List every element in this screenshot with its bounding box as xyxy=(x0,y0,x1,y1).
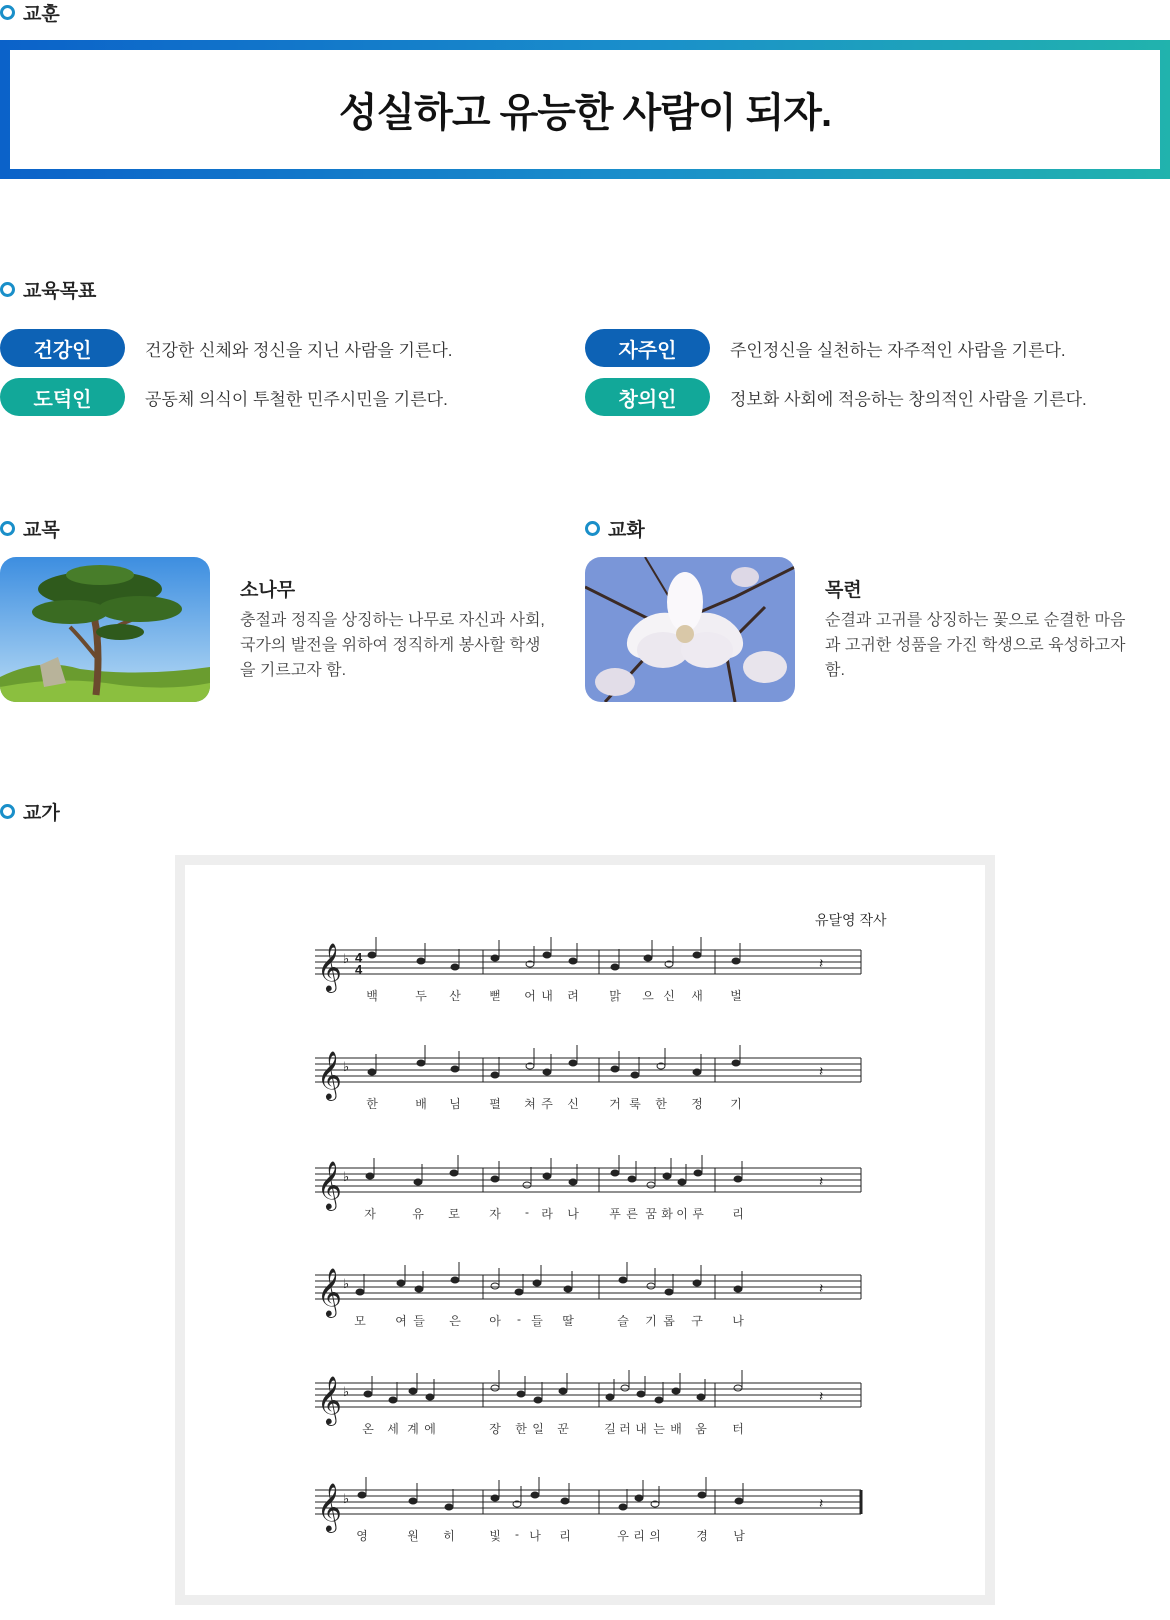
svg-text:♭: ♭ xyxy=(343,1491,350,1506)
lyric-syllable: 리 xyxy=(633,1529,645,1543)
tree-name: 소나무 xyxy=(240,580,296,601)
lyric-syllable: 리 xyxy=(559,1529,571,1543)
lyric-syllable: 장 xyxy=(489,1422,501,1436)
svg-text:♭: ♭ xyxy=(343,951,350,966)
lyric-syllable: 려 xyxy=(567,989,579,1003)
lyric-syllable: 꿈 xyxy=(645,1207,657,1221)
lyric-syllable: 들 xyxy=(531,1314,543,1328)
staff-row xyxy=(185,1260,985,1360)
lyric-syllable: 일 xyxy=(532,1422,544,1436)
staff-lines xyxy=(185,1043,985,1113)
lyric-syllable: 빛 xyxy=(489,1529,501,1543)
lyric-syllable: 뻗 xyxy=(489,989,501,1003)
lyric-syllable: 의 xyxy=(649,1529,661,1543)
lyric-syllable: 러 xyxy=(619,1422,631,1436)
lyric-syllable: 룩 xyxy=(629,1097,641,1111)
svg-text:♭: ♭ xyxy=(343,1059,350,1074)
lyric-syllable: 푸 xyxy=(609,1207,621,1221)
lyric-syllable: 유 xyxy=(412,1207,424,1221)
bullet-icon xyxy=(0,282,15,297)
svg-text:4: 4 xyxy=(355,950,363,965)
lyric-syllable: 한 xyxy=(366,1097,378,1111)
staff-lines xyxy=(185,1368,985,1438)
svg-text:𝄞: 𝄞 xyxy=(317,1267,342,1316)
lyric-syllable: 에 xyxy=(424,1422,436,1436)
goal-desc: 건강한 신체와 정신을 지닌 사람을 기른다. xyxy=(145,340,453,360)
goal-desc: 공동체 의식이 투철한 민주시민을 기른다. xyxy=(145,389,448,409)
svg-text:♭: ♭ xyxy=(343,1169,350,1184)
lyric-syllable: 은 xyxy=(449,1314,461,1328)
lyric-syllable: 원 xyxy=(407,1529,419,1543)
lyric-syllable: 나 xyxy=(732,1314,744,1328)
svg-text:𝄞: 𝄞 xyxy=(317,1482,342,1531)
lyric-syllable: 자 xyxy=(364,1207,376,1221)
lyric-syllable: 로 xyxy=(448,1207,460,1221)
lyric-syllable: 터 xyxy=(732,1422,744,1436)
svg-text:𝄞: 𝄞 xyxy=(317,1050,342,1099)
section-title-tree xyxy=(0,516,60,540)
lyric-syllable: 벌 xyxy=(730,989,742,1003)
flower-desc: 순결과 고귀를 상징하는 꽃으로 순결한 마음과 고귀한 성품을 가진 학생으로 육성하고자 함. xyxy=(825,612,1126,679)
goal-item-independence xyxy=(585,329,1066,367)
section-title-text: 교훈 xyxy=(23,3,60,25)
lyric-syllable: 롭 xyxy=(663,1314,675,1328)
svg-text:𝄽: 𝄽 xyxy=(819,1388,824,1404)
section-title-flower xyxy=(585,516,645,540)
lyric-syllable: 꾼 xyxy=(557,1422,569,1436)
lyric-syllable: 두 xyxy=(415,989,427,1003)
lyric-syllable: - xyxy=(517,1312,521,1326)
section-title-goals xyxy=(0,277,96,301)
lyric-syllable: 딸 xyxy=(562,1314,574,1328)
lyric-syllable: 른 xyxy=(626,1207,638,1221)
lyric-syllable: 나 xyxy=(567,1207,579,1221)
lyric-syllable: 아 xyxy=(489,1314,501,1328)
lyric-syllable: 내 xyxy=(635,1422,647,1436)
staff-lines xyxy=(185,1153,985,1223)
lyric-syllable: 배 xyxy=(415,1097,427,1111)
lyric-syllable: 슬 xyxy=(617,1314,629,1328)
flower-name: 목련 xyxy=(825,580,862,601)
lyric-syllable: 루 xyxy=(692,1207,704,1221)
lyric-syllable: 화 xyxy=(661,1207,673,1221)
motto-text: 성실하고 유능한 사람이 되자. xyxy=(338,91,832,135)
sheet-music xyxy=(185,865,985,1595)
lyric-syllable: 한 xyxy=(515,1422,527,1436)
lyric-syllable: 맑 xyxy=(609,989,621,1003)
song-author: 유달영 작사 xyxy=(815,912,887,928)
svg-text:𝄞: 𝄞 xyxy=(317,1160,342,1209)
goal-label: 도덕인 xyxy=(0,378,125,416)
bullet-icon xyxy=(0,521,15,536)
goal-label: 창의인 xyxy=(585,378,710,416)
svg-text:𝄽: 𝄽 xyxy=(819,1280,824,1296)
bullet-icon xyxy=(0,804,15,819)
sheet-music-frame xyxy=(175,855,995,1605)
goal-item-morality xyxy=(0,378,448,416)
pine-tree-image xyxy=(0,557,210,702)
svg-text:𝄞: 𝄞 xyxy=(317,942,342,991)
svg-text:♭: ♭ xyxy=(343,1276,350,1291)
bullet-icon xyxy=(585,521,600,536)
lyric-syllable: 으 xyxy=(642,989,654,1003)
lyric-syllable: 라 xyxy=(541,1207,553,1221)
staff-row xyxy=(185,1475,985,1575)
section-title-text: 교화 xyxy=(608,519,645,541)
staff-row xyxy=(185,935,985,1035)
section-title-text: 교육목표 xyxy=(23,280,97,302)
motto-inner xyxy=(10,50,1160,169)
lyric-syllable: 온 xyxy=(362,1422,374,1436)
lyric-syllable: 한 xyxy=(655,1097,667,1111)
lyric-syllable: 구 xyxy=(691,1314,703,1328)
lyric-syllable: 들 xyxy=(413,1314,425,1328)
lyric-syllable: 신 xyxy=(663,989,675,1003)
section-title-song xyxy=(0,799,60,823)
lyric-syllable: 백 xyxy=(366,989,378,1003)
goal-label: 자주인 xyxy=(585,329,710,367)
goal-item-creativity xyxy=(585,378,1087,416)
svg-text:𝄽: 𝄽 xyxy=(819,955,824,971)
lyric-syllable: 새 xyxy=(691,989,703,1003)
lyric-syllable: 정 xyxy=(691,1097,703,1111)
svg-text:𝄽: 𝄽 xyxy=(819,1173,824,1189)
lyric-syllable: 이 xyxy=(676,1207,688,1221)
goal-desc: 주인정신을 실천하는 자주적인 사람을 기른다. xyxy=(730,340,1066,360)
lyric-syllable: 움 xyxy=(695,1422,707,1436)
section-title-motto xyxy=(0,0,60,24)
goal-item-health xyxy=(0,329,453,367)
lyric-syllable: 남 xyxy=(733,1529,745,1543)
lyric-syllable: 거 xyxy=(609,1097,621,1111)
lyric-syllable: 경 xyxy=(696,1529,708,1543)
goal-label: 건강인 xyxy=(0,329,125,367)
svg-text:4: 4 xyxy=(355,962,363,977)
lyric-syllable: 님 xyxy=(449,1097,461,1111)
lyric-syllable: 배 xyxy=(670,1422,682,1436)
svg-text:𝄽: 𝄽 xyxy=(819,1495,824,1511)
staff-lines xyxy=(185,935,985,1005)
tree-desc: 충절과 정직을 상징하는 나무로 자신과 사회, 국가의 발전을 위하여 정직하게 봉사할 학생을 기르고자 함. xyxy=(240,612,545,679)
lyric-syllable: 기 xyxy=(645,1314,657,1328)
lyric-syllable: 쳐 xyxy=(524,1097,536,1111)
lyric-syllable: 자 xyxy=(489,1207,501,1221)
lyric-syllable: 어 xyxy=(524,989,536,1003)
motto-box xyxy=(0,40,1170,179)
lyric-syllable: 모 xyxy=(354,1314,366,1328)
magnolia-image xyxy=(585,557,795,702)
lyric-syllable: 계 xyxy=(407,1422,419,1436)
lyric-syllable: 세 xyxy=(387,1422,399,1436)
staff-row xyxy=(185,1153,985,1253)
staff-lines xyxy=(185,1260,985,1330)
lyric-syllable: 신 xyxy=(567,1097,579,1111)
svg-text:𝄽: 𝄽 xyxy=(819,1063,824,1079)
lyric-syllable: 주 xyxy=(541,1097,553,1111)
lyric-syllable: - xyxy=(525,1205,529,1219)
staff-lines xyxy=(185,1475,985,1545)
staff-row xyxy=(185,1043,985,1143)
staff-row xyxy=(185,1368,985,1468)
lyric-syllable: 내 xyxy=(541,989,553,1003)
lyric-syllable: 는 xyxy=(653,1422,665,1436)
lyric-syllable: 리 xyxy=(732,1207,744,1221)
lyric-syllable: 여 xyxy=(395,1314,407,1328)
lyric-syllable: 히 xyxy=(443,1529,455,1543)
lyric-syllable: 산 xyxy=(449,989,461,1003)
lyric-syllable: 나 xyxy=(529,1529,541,1543)
svg-text:♭: ♭ xyxy=(343,1384,350,1399)
goal-desc: 정보화 사회에 적응하는 창의적인 사람을 기른다. xyxy=(730,389,1087,409)
lyric-syllable: 길 xyxy=(604,1422,616,1436)
svg-text:𝄞: 𝄞 xyxy=(317,1375,342,1424)
section-title-text: 교목 xyxy=(23,519,60,541)
lyric-syllable: 영 xyxy=(356,1529,368,1543)
lyric-syllable: 기 xyxy=(730,1097,742,1111)
bullet-icon xyxy=(0,5,15,20)
lyric-syllable: - xyxy=(515,1527,519,1541)
lyric-syllable: 펼 xyxy=(489,1097,501,1111)
lyric-syllable: 우 xyxy=(617,1529,629,1543)
section-title-text: 교가 xyxy=(23,802,60,824)
